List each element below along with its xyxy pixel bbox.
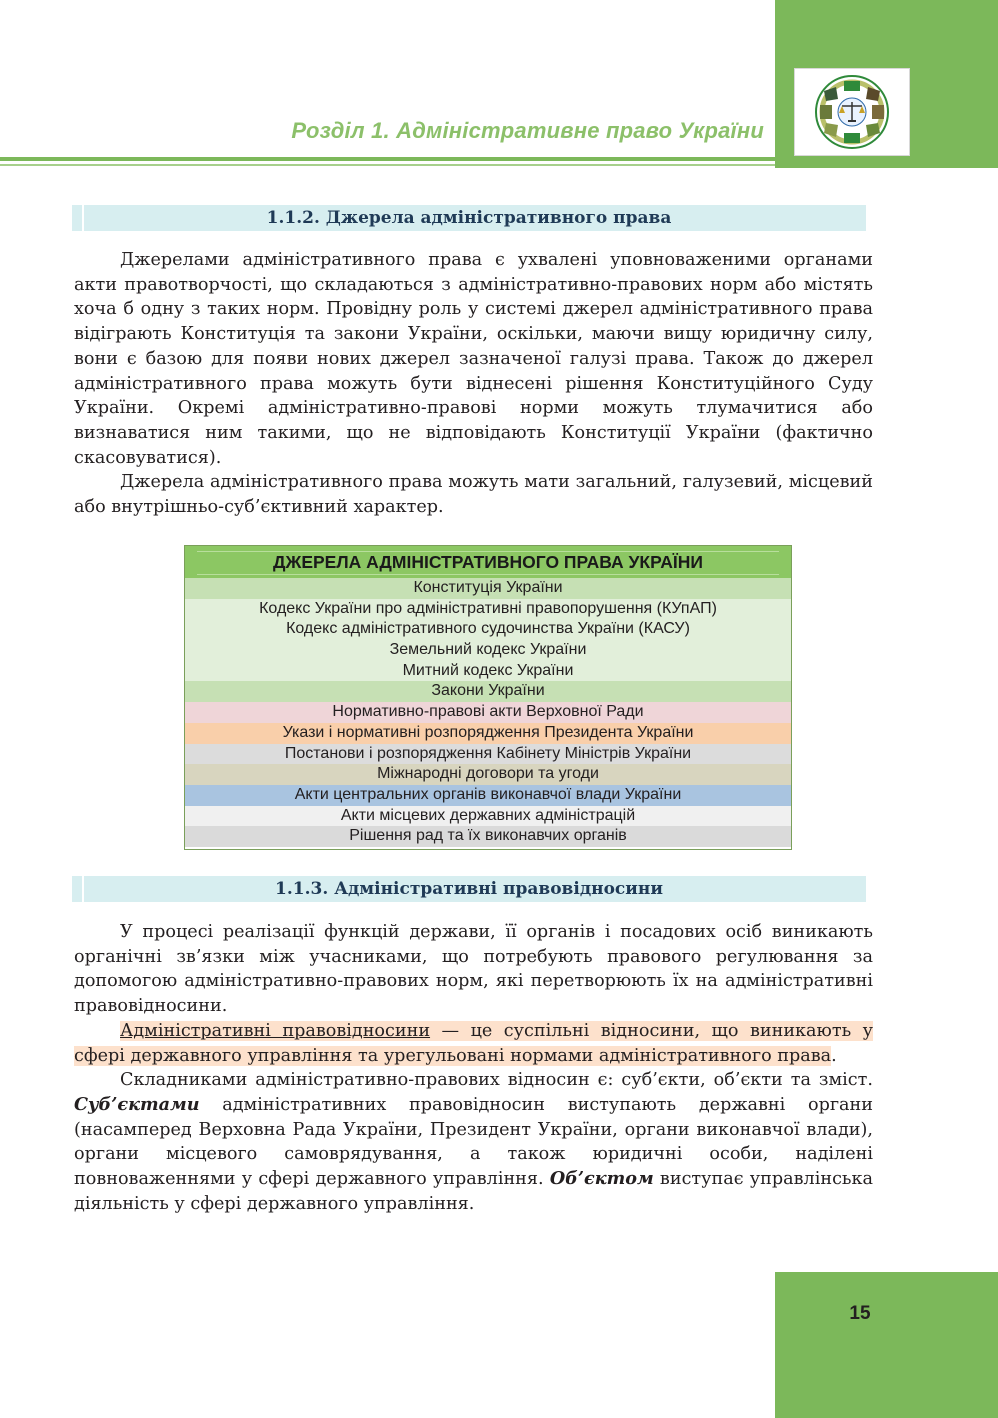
table-row: Митний кодекс України — [185, 661, 791, 682]
institution-logo — [794, 68, 910, 156]
footer-green-block — [775, 1272, 998, 1418]
table-row: Рішення рад та їх виконавчих органів — [185, 826, 791, 847]
table-row: Кодекс адміністративного судочинства України (КАСУ) — [185, 619, 791, 640]
paragraph — [74, 1068, 873, 1216]
section-heading-sources: 1.1.2. Джерела адміністративного права — [72, 205, 866, 231]
text-run: Складниками адміністративно-правових відносин є: суб’єкти, об’єкти та зміст. — [120, 1070, 873, 1091]
table-row: Постанови і розпорядження Кабінету Міністрів України — [185, 744, 791, 765]
relations-text — [74, 920, 873, 1216]
table-row: Закони України — [185, 681, 791, 702]
chapter-title: Розділ 1. Адміністративне право України — [291, 118, 764, 143]
scales-of-justice-emblem-icon — [802, 73, 902, 151]
table-row: Нормативно-правові акти Верховної Ради — [185, 702, 791, 723]
paragraph: Джерелами адміністративного права є ухвалені уповноваженими органами акти правотворчості, що складаються з адміністративно-правових норм або містять хоча б одну з таких норм. Провідну роль у системі джерел адміністративного права відіграють Конституція та закони України, оскільки, маючи вищу юридичну силу, вони є базою для появи нових джерел зазначеної галузі права. Також до джерел адміністративного права можуть бути віднесені рішення Конституційного Суду України. Окремі адміністративно-правові норми можуть тлумачитися або визнаватися ним такими, що не відповідають Конституції України (фактично скасовуватися). — [74, 250, 873, 468]
table-row: Конституція України — [185, 578, 791, 599]
table-row: Акти центральних органів виконавчої влади України — [185, 785, 791, 806]
paragraph: У процесі реалізації функцій держави, її органів і посадових осіб виникають органічні зв’язки між учасниками, що потребують правового регулювання за допомогою адміністративно-правових норм, які перетворюють їх на адміністративні правовідносини. — [74, 922, 873, 1017]
table-row: Укази і нормативні розпорядження Президента України — [185, 723, 791, 744]
term-subjects: Суб’єктами — [74, 1093, 200, 1115]
defined-term: Адміністративні правовідносини — [120, 1020, 431, 1041]
table-row: Кодекс України про адміністративні правопорушення (КУпАП) — [185, 599, 791, 620]
sources-table — [184, 545, 792, 850]
definition-paragraph — [74, 1019, 873, 1068]
page-number: 15 — [849, 1303, 871, 1324]
text-run: адміністративних правовідносин виступають державні органи (насамперед Верховна Рада України, Президент України, органи виконавчої влади), органи місцевого самоврядування, а також юридичні особи, наділені повноваженнями у сфері державного управління. — [74, 1094, 873, 1190]
table-row: Земельний кодекс України — [185, 640, 791, 661]
header-rule-thin — [0, 164, 775, 166]
header-rule — [0, 157, 775, 161]
table-row: Міжнародні договори та угоди — [185, 764, 791, 785]
definition-text: — це суспільні відносини, що виникають у сфері державного управління та урегульовані нормами адміністративного права — [74, 1020, 873, 1066]
term-object: Об’єктом — [549, 1168, 654, 1190]
sources-text — [74, 248, 873, 520]
definition-end: . — [831, 1045, 837, 1066]
table-rows — [185, 578, 791, 847]
paragraph: Джерела адміністративного права можуть мати загальний, галузевий, місцевий або внутрішньо-суб’єктивний характер. — [74, 472, 873, 518]
text-run: виступає управлінська діяльність у сфері державного управління. — [74, 1169, 873, 1214]
section-heading-relations: 1.1.3. Адміністративні правовідносини — [72, 876, 866, 902]
definition-highlight — [74, 1021, 873, 1066]
table-title: ДЖЕРЕЛА АДМІНІСТРАТИВНОГО ПРАВА УКРАЇНИ — [185, 546, 791, 578]
table-row: Акти місцевих державних адміністрацій — [185, 806, 791, 827]
